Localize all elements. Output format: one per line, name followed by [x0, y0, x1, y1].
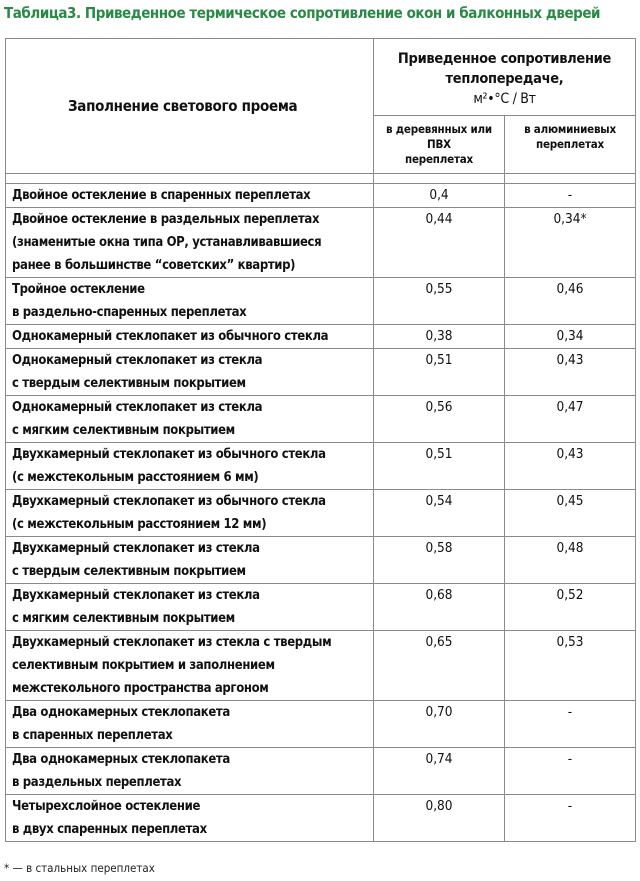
value-wood: 0,51 — [374, 443, 505, 490]
table-row — [6, 701, 636, 748]
row-name-line: селективным покрытием и заполнением — [12, 658, 275, 673]
table-row — [6, 631, 636, 701]
table-row — [6, 537, 636, 584]
row-name-line: Четырехслойное остекление — [12, 799, 201, 814]
table-row — [6, 795, 636, 842]
header-line-1: Приведенное сопротивление — [397, 51, 612, 67]
header-line-2: теплопередаче, — [445, 71, 564, 87]
row-name — [6, 184, 374, 208]
value-aluminum: 0,43 — [505, 349, 636, 396]
subheader-line: ПВХ — [427, 137, 451, 151]
row-name — [6, 537, 374, 584]
column-header-aluminum — [505, 116, 636, 174]
value-wood: 0,51 — [374, 349, 505, 396]
row-name-line: Два однокамерных стеклопакета — [12, 705, 230, 720]
row-name-line: Двухкамерный стеклопакет из стекла — [12, 588, 260, 603]
value-aluminum: 0,43 — [505, 443, 636, 490]
row-name — [6, 631, 374, 701]
subheader-line: в деревянных или — [386, 122, 492, 136]
row-name-line: Двухкамерный стеклопакет из обычного стекла — [12, 494, 326, 509]
header-gap-row — [6, 174, 636, 184]
row-name-line: Однокамерный стеклопакет из обычного стекла — [12, 329, 329, 344]
row-name-line: ранее в большинстве “советских” квартир) — [12, 258, 296, 273]
value-wood: 0,65 — [374, 631, 505, 701]
row-name-line: в спаренных переплетах — [12, 728, 173, 743]
value-aluminum: - — [505, 748, 636, 795]
row-name-line: Два однокамерных стеклопакета — [12, 752, 230, 767]
subheader-line: переплетах — [405, 152, 473, 166]
row-name — [6, 701, 374, 748]
table-row — [6, 184, 636, 208]
header-unit: м²•°С / Вт — [473, 91, 536, 107]
row-name — [6, 278, 374, 325]
row-name — [6, 396, 374, 443]
table-row — [6, 208, 636, 278]
value-aluminum: - — [505, 795, 636, 842]
table-row — [6, 584, 636, 631]
row-name-line: (с межстекольным расстоянием 12 мм) — [12, 517, 267, 532]
row-name-line: Двухкамерный стеклопакет из обычного стекла — [12, 447, 326, 462]
value-wood: 0,56 — [374, 396, 505, 443]
row-name-line: в раздельно-спаренных переплетах — [12, 305, 247, 320]
table-row — [6, 278, 636, 325]
value-wood: 0,68 — [374, 584, 505, 631]
row-name-line: с мягким селективным покрытием — [12, 423, 235, 438]
value-wood: 0,38 — [374, 325, 505, 349]
value-aluminum: 0,45 — [505, 490, 636, 537]
row-name-line: с твердым селективным покрытием — [12, 564, 246, 579]
value-aluminum: 0,34 — [505, 325, 636, 349]
row-name — [6, 748, 374, 795]
value-wood: 0,74 — [374, 748, 505, 795]
row-name-line: Двойное остекление в спаренных переплетах — [12, 188, 311, 203]
thermal-resistance-table — [5, 38, 636, 842]
value-wood: 0,44 — [374, 208, 505, 278]
column-header-filling: Заполнение светового проема — [6, 39, 374, 174]
row-name-line: Двойное остекление в раздельных переплетах — [12, 212, 320, 227]
subheader-line: переплетах — [536, 137, 604, 151]
table-row — [6, 349, 636, 396]
row-name — [6, 443, 374, 490]
value-aluminum: - — [505, 701, 636, 748]
row-name — [6, 208, 374, 278]
row-name — [6, 490, 374, 537]
row-name-line: с твердым селективным покрытием — [12, 376, 246, 391]
row-name — [6, 349, 374, 396]
row-name-line: межстекольного пространства аргоном — [12, 681, 269, 696]
subheader-line: в алюминиевых — [524, 122, 616, 136]
table-row — [6, 490, 636, 537]
table-row — [6, 748, 636, 795]
row-name — [6, 584, 374, 631]
value-wood: 0,55 — [374, 278, 505, 325]
value-wood: 0,80 — [374, 795, 505, 842]
value-aluminum: 0,52 — [505, 584, 636, 631]
row-name-line: Однокамерный стеклопакет из стекла — [12, 353, 263, 368]
table-row — [6, 443, 636, 490]
row-name-line: с мягким селективным покрытием — [12, 611, 235, 626]
value-aluminum: 0,48 — [505, 537, 636, 584]
value-wood: 0,70 — [374, 701, 505, 748]
value-wood: 0,54 — [374, 490, 505, 537]
value-aluminum: 0,47 — [505, 396, 636, 443]
row-name-line: (с межстекольным расстоянием 6 мм) — [12, 470, 259, 485]
table-title: Таблица3. Приведенное термическое сопротивление окон и балконных дверей — [4, 4, 601, 22]
table-row — [6, 325, 636, 349]
row-name-line: Однокамерный стеклопакет из стекла — [12, 400, 263, 415]
value-wood: 0,58 — [374, 537, 505, 584]
row-name-line: (знаменитые окна типа ОР, устанавливавшиеся — [12, 235, 322, 250]
row-name-line: в двух спаренных переплетах — [12, 822, 207, 837]
column-header-resistance — [374, 39, 636, 116]
value-aluminum: - — [505, 184, 636, 208]
row-name-line: Тройное остекление — [12, 282, 145, 297]
table-row — [6, 396, 636, 443]
row-name-line: Двухкамерный стеклопакет из стекла с твердым — [12, 635, 332, 650]
value-aluminum: 0,53 — [505, 631, 636, 701]
value-wood: 0,4 — [374, 184, 505, 208]
footnote: * — в стальных переплетах — [4, 861, 155, 875]
row-name-line: в раздельных переплетах — [12, 775, 182, 790]
row-name — [6, 795, 374, 842]
value-aluminum: 0,34* — [505, 208, 636, 278]
value-aluminum: 0,46 — [505, 278, 636, 325]
column-header-wood — [374, 116, 505, 174]
row-name-line: Двухкамерный стеклопакет из стекла — [12, 541, 260, 556]
row-name — [6, 325, 374, 349]
